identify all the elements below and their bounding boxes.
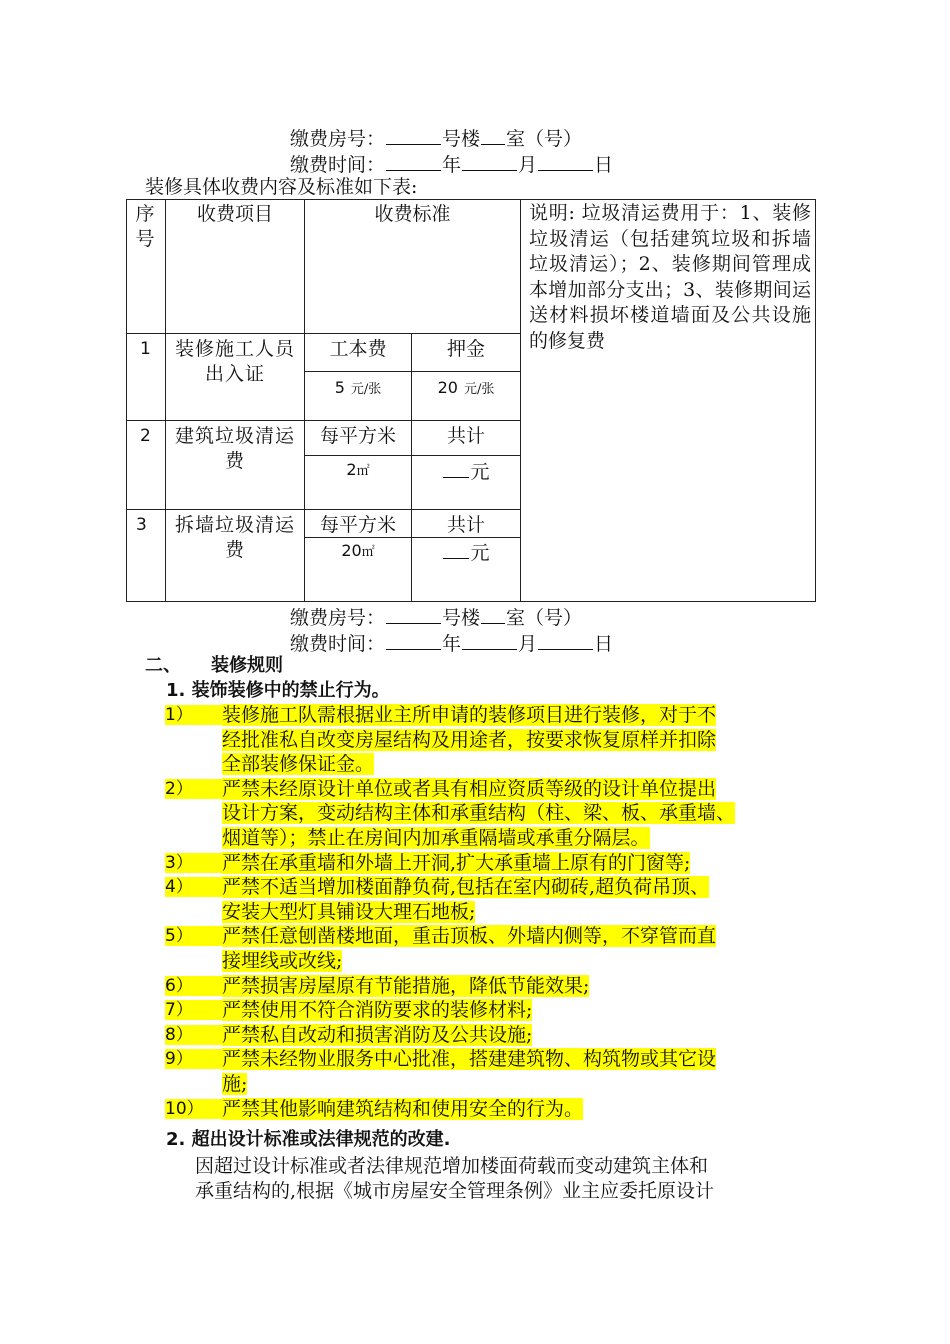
rule-text-line: 严禁损害房屋原有节能措施，降低节能效果; bbox=[222, 974, 590, 997]
subsection-2-heading: 2. 超出设计标准或法律规范的改建. bbox=[166, 1129, 451, 1150]
row-2-sub1: 每平方米 bbox=[319, 425, 396, 447]
blank-field bbox=[386, 150, 441, 171]
row-3-sub1: 每平方米 bbox=[319, 514, 396, 536]
rule-text-line: 经批准私自改变房屋结构及用途者，按要求恢复原样并扣除 bbox=[222, 728, 717, 751]
rule-number: 2） bbox=[165, 777, 233, 801]
rule-text-line: 严禁私自改动和损害消防及公共设施; bbox=[222, 1023, 533, 1046]
row-2-seq: 2 bbox=[140, 426, 151, 446]
rule-text-line: 装修施工队需根据业主所申请的装修项目进行装修，对于不 bbox=[222, 704, 717, 726]
paragraph-line: 承重结构的,根据《城市房屋安全管理条例》业主应委托原设计 bbox=[195, 1180, 715, 1202]
rule-text-line: 严禁未经原设计单位或者具有相应资质等级的设计单位提出 bbox=[222, 777, 717, 800]
blank-field bbox=[462, 150, 517, 171]
header-seq: 序号 bbox=[135, 203, 155, 250]
blank-field bbox=[386, 603, 441, 624]
rule-number: 9） bbox=[165, 1047, 233, 1071]
rule-text-line: 严禁在承重墙和外墙上开洞,扩大承重墙上原有的门窗等; bbox=[222, 851, 691, 874]
rule-text-line: 严禁未经物业服务中心批准，搭建建筑物、构筑物或其它设 bbox=[222, 1048, 717, 1071]
row-3-seq: 3 bbox=[136, 515, 147, 535]
room-number-line-2: 缴费房号： 号楼 室（号） bbox=[290, 603, 582, 630]
rule-text-line: 严禁其他影响建筑结构和使用安全的行为。 bbox=[222, 1097, 584, 1120]
row-2-val2: 元 bbox=[412, 457, 520, 484]
blank-field bbox=[538, 150, 593, 171]
rule-text-line: 全部装修保证金。 bbox=[222, 753, 375, 776]
rule-number: 3） bbox=[165, 851, 233, 875]
rule-number: 8） bbox=[165, 1023, 233, 1047]
rule-text-line: 安装大型灯具铺设大理石地板; bbox=[222, 900, 476, 923]
room-number-line: 缴费房号： 号楼 室（号） bbox=[290, 124, 582, 151]
row-3-item: 拆墙垃圾清运费 bbox=[174, 514, 295, 561]
table-note: 说明: 垃圾清运费用于：1、装修垃圾清运（包括建筑垃圾和拆墙垃圾清运）；2、装修期间管理成本增加部分支出；3、装修期间运送材料损坏楼道墙面及公共设施的修复费 bbox=[529, 202, 811, 352]
rule-number: 1） bbox=[165, 703, 233, 727]
section-heading: 二、 装修规则 bbox=[145, 655, 283, 676]
row-1-item: 装修施工人员出入证 bbox=[174, 338, 295, 385]
rule-text-line: 严禁任意刨凿楼地面，重击顶板、外墙内侧等，不穿管而直 bbox=[222, 925, 717, 948]
rule-text-line: 施; bbox=[222, 1073, 248, 1095]
rule-text-line: 设计方案，变动结构主体和承重结构（柱、梁、板、承重墙、 bbox=[222, 802, 736, 825]
rule-text-line: 严禁不适当增加楼面静负荷,包括在室内砌砖,超负荷吊顶、 bbox=[222, 876, 710, 899]
row-1-sub1: 工本费 bbox=[329, 338, 387, 360]
header-item: 收费项目 bbox=[196, 203, 273, 225]
row-3-sub2: 共计 bbox=[446, 514, 485, 536]
rule-number: 7） bbox=[165, 998, 233, 1022]
blank-field bbox=[481, 603, 505, 624]
row-3-val1: 20㎡ bbox=[341, 541, 375, 560]
rule-number: 10） bbox=[165, 1097, 244, 1121]
row-2-val1: 2㎡ bbox=[346, 460, 370, 479]
paragraph-line: 因超过设计标准或者法律规范增加楼面荷载而变动建筑主体和 bbox=[195, 1155, 709, 1177]
rule-number: 6） bbox=[165, 974, 233, 998]
header-standard: 收费标准 bbox=[374, 203, 451, 225]
blank-field bbox=[443, 538, 469, 559]
blank-field bbox=[386, 629, 441, 650]
subsection-1-heading: 1. 装饰装修中的禁止行为。 bbox=[166, 680, 390, 701]
rule-number: 4） bbox=[165, 875, 233, 899]
row-1-val2: 20 元/张 bbox=[437, 378, 495, 397]
row-2-item: 建筑垃圾清运费 bbox=[174, 425, 295, 472]
payment-time-line: 缴费时间： 年 月 日 bbox=[290, 150, 613, 177]
payment-time-line-2: 缴费时间： 年 月 日 bbox=[290, 629, 613, 656]
rule-text-line: 接埋线或改线; bbox=[222, 950, 343, 972]
row-1-val1: 5 元/张 bbox=[334, 378, 382, 397]
row-3-val2: 元 bbox=[412, 538, 520, 565]
table-intro: 装修具体收费内容及标准如下表: bbox=[145, 176, 418, 198]
blank-field bbox=[538, 629, 593, 650]
blank-field bbox=[443, 457, 469, 478]
row-1-sub2: 押金 bbox=[446, 338, 485, 360]
row-1-seq: 1 bbox=[140, 339, 151, 359]
blank-field bbox=[462, 629, 517, 650]
rule-number: 5） bbox=[165, 924, 233, 948]
blank-field bbox=[481, 124, 505, 145]
row-2-sub2: 共计 bbox=[446, 425, 485, 447]
rule-text-line: 严禁使用不符合消防要求的装修材料; bbox=[222, 999, 533, 1022]
rule-text-line: 烟道等）；禁止在房间内加承重隔墙或承重分隔层。 bbox=[222, 827, 650, 849]
blank-field bbox=[386, 124, 441, 145]
